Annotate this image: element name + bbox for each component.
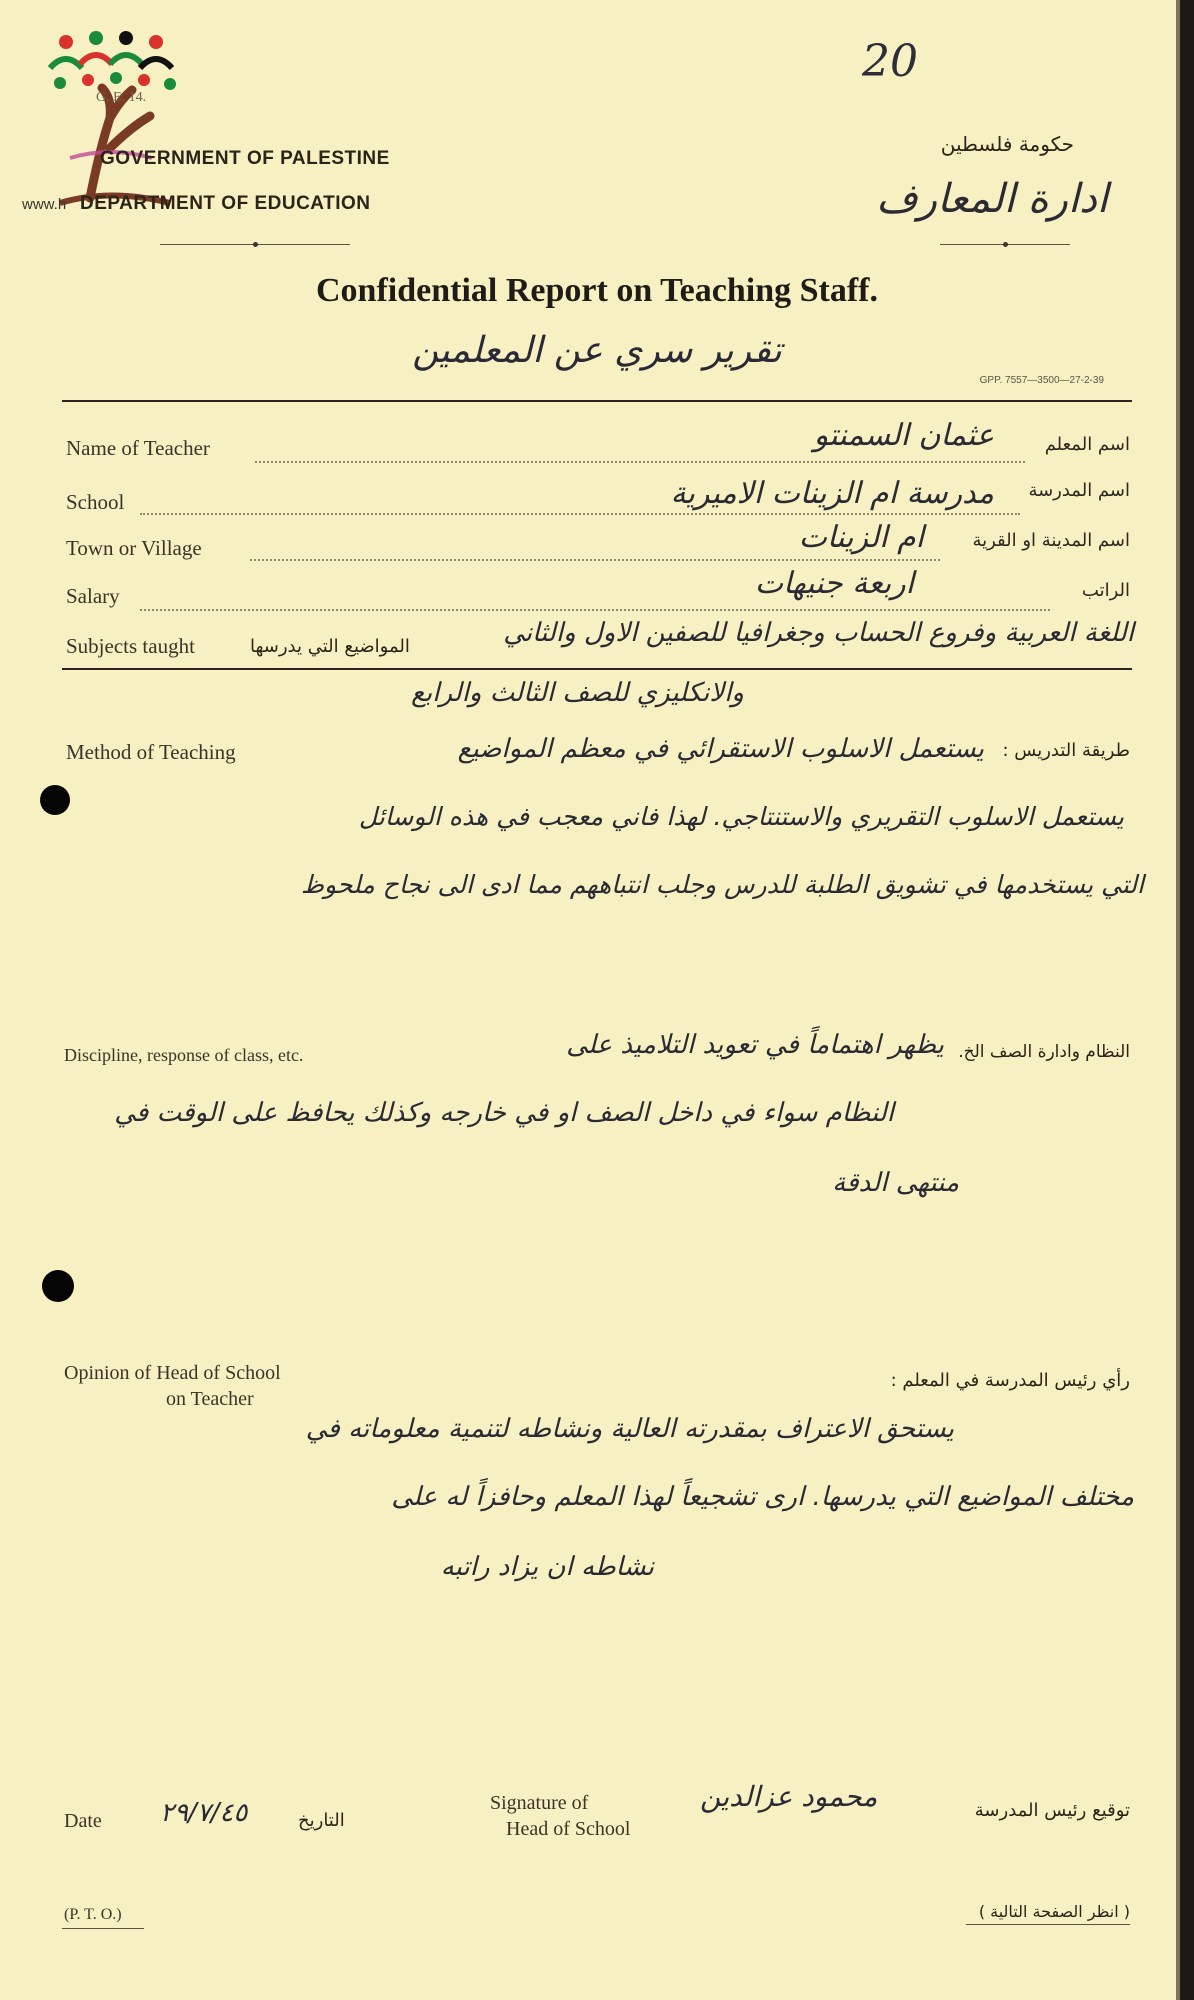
date-label: Date — [64, 1810, 102, 1832]
school-dotted-line — [140, 512, 1020, 515]
watermark-url: www.h — [22, 196, 67, 213]
subjects-label-ar: المواضيع التي يدرسها — [250, 636, 410, 657]
school-label: School — [66, 490, 125, 514]
ornament-dot-right — [1003, 242, 1008, 247]
pto-underline — [62, 1928, 144, 1929]
signature-label-1: Signature of — [490, 1792, 589, 1814]
method-line-1: يستعمل الاسلوب الاستقرائي في معظم المواضيع — [457, 734, 984, 764]
signature-value: محمود عزالدين — [700, 1780, 878, 1813]
ornament-dot-left — [253, 242, 258, 247]
opinion-label-2: on Teacher — [166, 1388, 254, 1410]
discipline-line-1: يظهر اهتماماً في تعويد التلاميذ على — [566, 1030, 944, 1060]
school-value: مدرسة ام الزينات الاميرية — [670, 476, 994, 511]
method-label-ar: طريقة التدريس : — [1002, 740, 1130, 761]
discipline-label: Discipline, response of class, etc. — [64, 1045, 304, 1065]
department-heading: DEPARTMENT OF EDUCATION — [80, 193, 371, 214]
form-number: G. E. 14. — [96, 90, 147, 105]
government-heading: GOVERNMENT OF PALESTINE — [100, 148, 390, 169]
subjects-label: Subjects taught — [66, 634, 195, 658]
subjects-rule — [62, 668, 1132, 670]
subjects-value-line1: اللغة العربية وفروع الحساب وجغرافيا للصفين الاول والثاني — [503, 618, 1134, 648]
salary-label: Salary — [66, 584, 120, 608]
salary-dotted-line — [140, 608, 1050, 611]
town-value: ام الزينات — [798, 520, 924, 555]
town-label: Town or Village — [66, 536, 202, 560]
pto-label-ar: ( انظر الصفحة التالية ) — [978, 1902, 1130, 1921]
pto-underline-ar — [966, 1924, 1130, 1925]
method-label: Method of Teaching — [66, 740, 236, 764]
town-label-ar: اسم المدينة او القرية — [972, 530, 1130, 551]
pto-label: (P. T. O.) — [64, 1906, 122, 1923]
punch-hole-2 — [42, 1270, 74, 1302]
opinion-line-3: نشاطه ان يزاد راتبه — [440, 1552, 654, 1582]
opinion-line-1: يستحق الاعتراف بمقدرته العالية ونشاطه لتنمية معلوماته في — [305, 1414, 954, 1444]
date-value: ٢٩/٧/٤٥ — [160, 1798, 248, 1828]
signature-label-2: Head of School — [506, 1818, 631, 1840]
town-dotted-line — [250, 558, 940, 561]
opinion-label-1: Opinion of Head of School — [64, 1362, 281, 1384]
date-label-ar: التاريخ — [298, 1810, 345, 1831]
government-heading-ar: حكومة فلسطين — [940, 132, 1074, 156]
department-heading-ar: ادارة المعارف — [876, 176, 1108, 222]
opinion-label-ar: رأي رئيس المدرسة في المعلم : — [890, 1370, 1130, 1391]
punch-hole-1 — [40, 785, 70, 815]
name-label: Name of Teacher — [66, 436, 210, 460]
top-rule — [62, 400, 1132, 402]
name-label-ar: اسم المعلم — [1044, 434, 1130, 455]
report-title-ar: تقرير سري عن المعلمين — [412, 330, 782, 371]
name-value: عثمان السمنتو — [813, 418, 994, 453]
discipline-line-3: منتهى الدقة — [832, 1168, 959, 1198]
print-reference: GPP. 7557—3500—27-2-39 — [979, 375, 1104, 386]
method-line-3: التي يستخدمها في تشويق الطلبة للدرس وجلب انتباههم مما ادى الى نجاح ملحوظ — [300, 870, 1144, 899]
school-label-ar: اسم المدرسة — [1028, 480, 1130, 501]
salary-label-ar: الراتب — [1081, 580, 1130, 601]
watermark-logo — [40, 28, 190, 208]
opinion-line-2: مختلف المواضيع التي يدرسها. ارى تشجيعاً لهذا المعلم وحافزاً له على — [391, 1482, 1134, 1512]
report-title: Confidential Report on Teaching Staff. — [316, 272, 878, 309]
discipline-label-ar: النظام وادارة الصف الخ. — [958, 1042, 1130, 1062]
signature-label-ar: توقيع رئيس المدرسة — [974, 1800, 1130, 1821]
name-dotted-line — [255, 460, 1025, 463]
salary-value: اربعة جنيهات — [754, 566, 914, 601]
page-number: 20 — [862, 36, 918, 87]
subjects-value-line2: والانكليزي للصف الثالث والرابع — [411, 678, 744, 708]
method-line-2: يستعمل الاسلوب التقريري والاستنتاجي. لهذا فاني معجب في هذه الوسائل — [358, 802, 1124, 831]
discipline-line-2: النظام سواء في داخل الصف او في خارجه وكذلك يحافظ على الوقت في — [114, 1098, 894, 1128]
